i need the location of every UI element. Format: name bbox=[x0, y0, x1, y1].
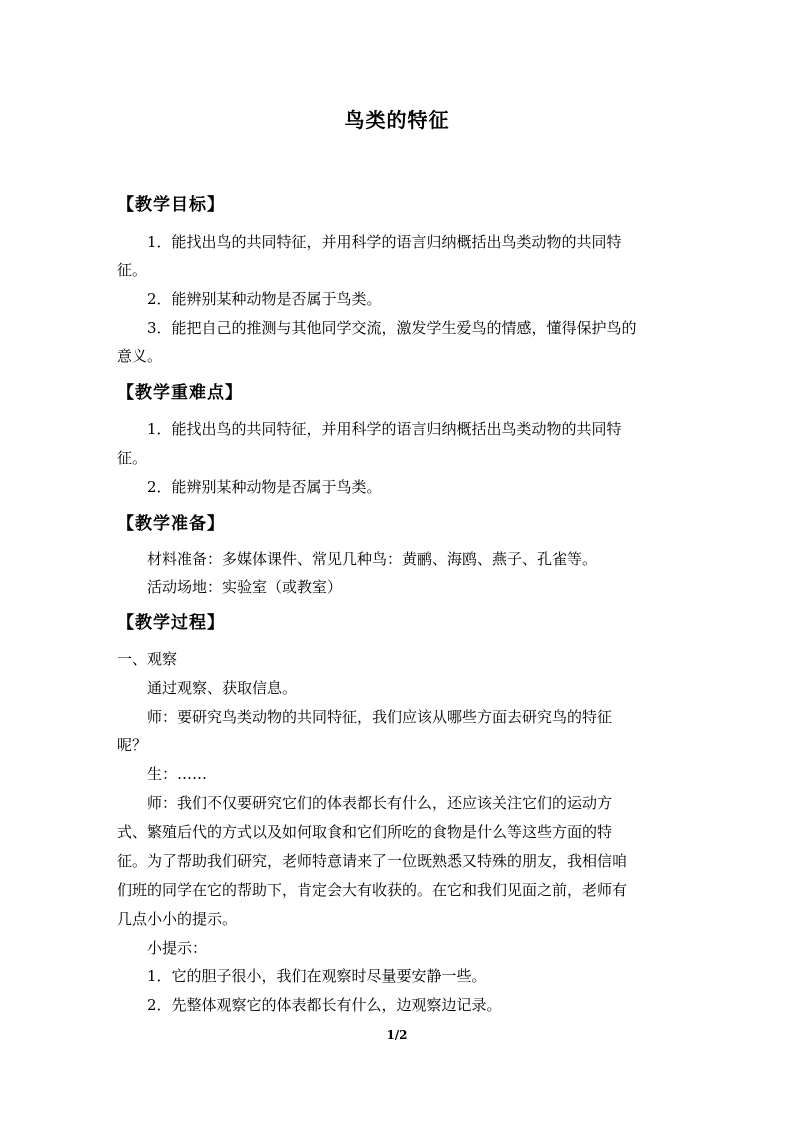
key-point-1-line-2: 征。 bbox=[117, 449, 148, 467]
process-section-1: 一、观察 bbox=[117, 650, 178, 668]
process-paragraph-4-line-2: 式、繁殖后代的方式以及如何取食和它们所吃的食物是什么等这些方面的特 bbox=[117, 823, 613, 841]
key-point-2: 2．能辨别某种动物是否属于鸟类。 bbox=[147, 478, 382, 496]
objective-1-line-2: 征。 bbox=[117, 261, 148, 279]
objective-1-line-1: 1．能找出鸟的共同特征，并用科学的语言归纳概括出鸟类动物的共同特 bbox=[147, 233, 622, 251]
process-paragraph-4-line-5: 几点小小的提示。 bbox=[117, 910, 238, 928]
tips-label: 小提示： bbox=[147, 939, 208, 957]
objective-3-line-2: 意义。 bbox=[117, 347, 163, 365]
process-paragraph-2-line-2: 呢？ bbox=[117, 736, 148, 754]
process-paragraph-1: 通过观察、获取信息。 bbox=[147, 679, 298, 697]
process-paragraph-3: 生：…… bbox=[147, 765, 208, 783]
page-number: 1/2 bbox=[386, 1028, 408, 1042]
document-title: 鸟类的特征 bbox=[344, 108, 450, 132]
process-paragraph-4-line-1: 师：我们不仅要研究它们的体表都长有什么，还应该关注它们的运动方 bbox=[147, 794, 613, 812]
heading-objectives: 【教学目标】 bbox=[117, 195, 225, 215]
objective-2: 2．能辨别某种动物是否属于鸟类。 bbox=[147, 290, 382, 308]
preparation-venue: 活动场地：实验室（或教室） bbox=[147, 578, 343, 596]
preparation-materials: 材料准备：多媒体课件、常见几种鸟：黄鹂、海鸥、燕子、孔雀等。 bbox=[147, 550, 598, 568]
objective-3-line-1: 3．能把自己的推测与其他同学交流，激发学生爱鸟的情感，懂得保护鸟的 bbox=[147, 319, 637, 337]
process-paragraph-4-line-3: 征。为了帮助我们研究，老师特意请来了一位既熟悉又特殊的朋友，我相信咱 bbox=[117, 852, 628, 870]
tip-1: 1．它的胆子很小，我们在观察时尽量要安静一些。 bbox=[147, 967, 487, 985]
key-point-1-line-1: 1．能找出鸟的共同特征，并用科学的语言归纳概括出鸟类动物的共同特 bbox=[147, 420, 622, 438]
heading-process: 【教学过程】 bbox=[117, 613, 225, 633]
heading-preparation: 【教学准备】 bbox=[117, 514, 225, 534]
tip-2: 2．先整体观察它的体表都长有什么，边观察边记录。 bbox=[147, 996, 502, 1014]
process-paragraph-4-line-4: 们班的同学在它的帮助下，肯定会大有收获的。在它和我们见面之前，老师有 bbox=[117, 881, 628, 899]
heading-key-points: 【教学重难点】 bbox=[117, 383, 243, 403]
process-paragraph-2-line-1: 师：要研究鸟类动物的共同特征，我们应该从哪些方面去研究鸟的特征 bbox=[147, 708, 613, 726]
